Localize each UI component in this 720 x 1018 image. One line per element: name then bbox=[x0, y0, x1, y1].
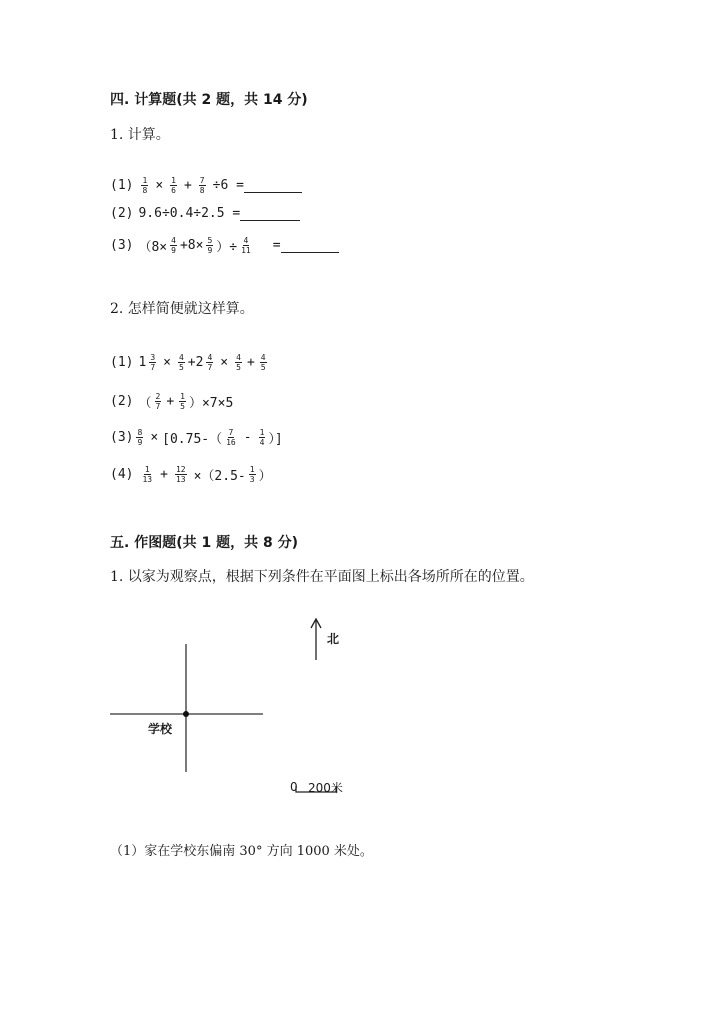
item-label: (1) bbox=[110, 355, 134, 370]
operator: - bbox=[243, 430, 252, 445]
fraction: $\frac{1}{3}$ bbox=[249, 465, 255, 484]
fraction: $\frac{1}{5}$ bbox=[180, 392, 185, 411]
expression-open: （ bbox=[138, 396, 152, 411]
fraction: $\frac{12}{13}$ bbox=[175, 465, 186, 484]
scale-zero-label: 0 bbox=[290, 780, 298, 794]
operator: + bbox=[183, 178, 192, 193]
north-label: 北 bbox=[327, 632, 340, 646]
fraction: $\frac{5}{9}$ bbox=[207, 236, 213, 255]
answer-blank[interactable] bbox=[240, 206, 300, 221]
fraction: $\frac{1}{8}$ bbox=[142, 176, 148, 195]
expression-close: ）÷ bbox=[216, 240, 238, 255]
calc-item-2 bbox=[110, 206, 300, 221]
school-point bbox=[183, 711, 189, 717]
expression-mid: ×（2.5- bbox=[193, 469, 246, 484]
operator: × bbox=[155, 178, 164, 193]
item-label: (4) bbox=[110, 467, 134, 482]
expression-tail: ）×7×5 bbox=[188, 396, 234, 411]
fraction: $\frac{4}{7}$ bbox=[207, 353, 213, 372]
simplify-item-4 bbox=[110, 465, 272, 484]
simplify-item-3 bbox=[110, 428, 283, 447]
fraction: $\frac{3}{7}$ bbox=[150, 353, 156, 372]
question-1-stem: 1. 计算。 bbox=[110, 127, 170, 143]
operator: + bbox=[160, 467, 168, 482]
school-label: 学校 bbox=[148, 722, 173, 736]
operator: × bbox=[163, 355, 171, 370]
fraction: $\frac{7}{8}$ bbox=[199, 176, 205, 195]
calc-item-1 bbox=[110, 176, 302, 195]
fraction: $\frac{1}{6}$ bbox=[171, 176, 176, 195]
expression-tail: ÷6 = bbox=[212, 178, 244, 193]
question-2-stem: 2. 怎样简便就这样算。 bbox=[110, 301, 254, 317]
fraction: $\frac{8}{9}$ bbox=[137, 428, 143, 447]
simplify-item-1 bbox=[110, 353, 270, 372]
expression-open: （8× bbox=[138, 240, 168, 255]
item-label: (1) bbox=[110, 178, 134, 193]
fraction: $\frac{4}{5}$ bbox=[178, 353, 184, 372]
fraction: $\frac{2}{7}$ bbox=[155, 392, 161, 411]
operator: × bbox=[220, 355, 229, 370]
section-4-title: 四. 计算题(共 2 题，共 14 分) bbox=[110, 92, 308, 108]
expression-mid: +2 bbox=[187, 355, 204, 370]
answer-blank[interactable] bbox=[244, 178, 302, 193]
operator: + bbox=[166, 394, 175, 409]
item-label: (3) bbox=[110, 430, 134, 445]
fraction: $\frac{4}{9}$ bbox=[171, 236, 176, 255]
whole-number: 1 bbox=[138, 355, 147, 370]
answer-blank[interactable] bbox=[281, 238, 339, 253]
expression-mid: +8× bbox=[179, 238, 204, 253]
fraction: $\frac{4}{11}$ bbox=[241, 236, 251, 255]
fraction: $\frac{1}{4}$ bbox=[259, 428, 265, 447]
sub-question-1: （1）家在学校东偏南 30° 方向 1000 米处。 bbox=[110, 844, 373, 859]
fraction: $\frac{4}{5}$ bbox=[260, 353, 266, 372]
fraction: $\frac{7}{16}$ bbox=[226, 428, 236, 447]
fraction: $\frac{4}{5}$ bbox=[236, 353, 241, 372]
expression-open: [0.75-（ bbox=[162, 432, 223, 447]
calc-item-3 bbox=[110, 236, 339, 255]
section-5-title: 五. 作图题(共 1 题，共 8 分) bbox=[110, 535, 298, 551]
scale-label: 200米 bbox=[308, 781, 343, 795]
item-label: (3) bbox=[110, 238, 134, 253]
expression-tail: = bbox=[272, 238, 281, 253]
item-label: (2) bbox=[110, 394, 134, 409]
expression: 9.6÷0.4÷2.5 = bbox=[138, 206, 241, 221]
question-1-stem-drawing: 1. 以家为观察点，根据下列条件在平面图上标出各场所所在的位置。 bbox=[110, 569, 534, 585]
fraction: $\frac{1}{13}$ bbox=[142, 465, 153, 484]
operator: × bbox=[150, 430, 159, 445]
item-label: (2) bbox=[110, 206, 134, 221]
expression-close: ）] bbox=[268, 432, 283, 447]
expression-close: ） bbox=[258, 469, 272, 484]
operator: + bbox=[246, 355, 255, 370]
simplify-item-2 bbox=[110, 392, 233, 411]
